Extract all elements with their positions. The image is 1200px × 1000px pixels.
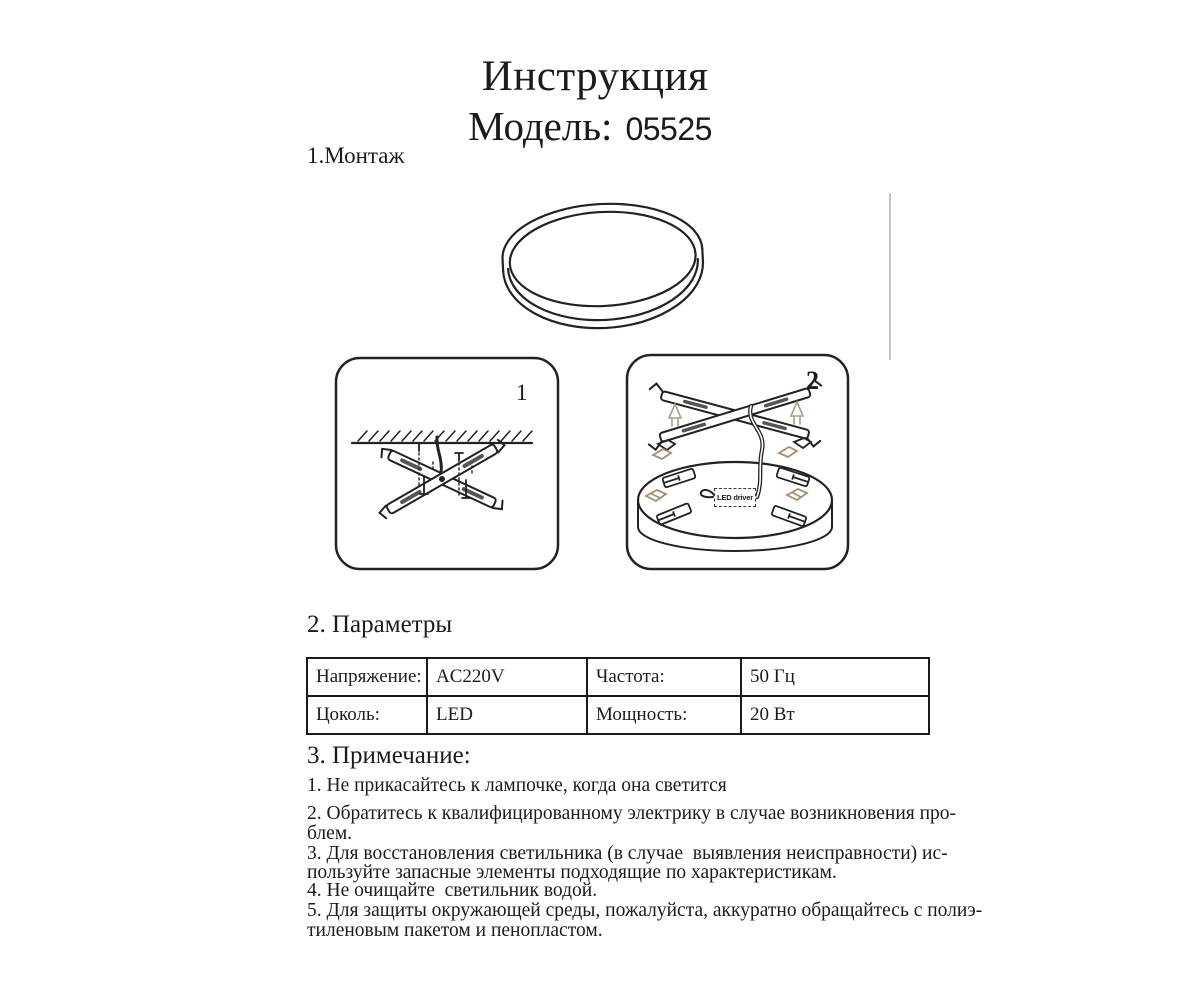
note-line: 1. Не прикасайтесь к лампочке, когда она светится [307, 775, 727, 796]
note-line: пользуйте запасные элементы подходящие по характеристикам. [307, 862, 837, 883]
page-title: Инструкция [481, 53, 709, 100]
param-value-cell: 50 Гц [741, 658, 929, 696]
note-line: 5. Для защиты окружающей среды, пожалуйста, аккуратно обращайтесь с полиэ- [307, 900, 983, 921]
params-table [306, 657, 930, 735]
ceiling-lamp-drawing [500, 199, 706, 333]
param-value-cell: LED [427, 696, 587, 734]
model-line [0, 102, 1180, 150]
section-heading-notes: 3. Примечание: [307, 742, 471, 769]
table-row [307, 696, 929, 734]
note-line: 4. Не очищайте светильник водой. [307, 880, 598, 901]
section-heading-mount: 1.Монтаж [307, 143, 405, 168]
section-heading-params: 2. Параметры [307, 611, 453, 638]
note-line: тиленовым пакетом и пенопластом. [307, 920, 603, 941]
param-name-cell: Напряжение: [307, 658, 427, 696]
model-label: Модель: [468, 103, 613, 149]
model-number: 05525 [625, 111, 712, 147]
mount-bracket [378, 438, 507, 519]
param-value-cell: 20 Вт [741, 696, 929, 734]
param-value-cell: AC220V [427, 658, 587, 696]
table-row [307, 658, 929, 696]
ceiling-hatch [358, 431, 532, 441]
note-line: 2. Обратитесь к квалифицированному электрику в случае возникновения про- [307, 803, 957, 824]
note-line: блем. [307, 823, 353, 844]
step1-number: 1 [516, 380, 528, 405]
param-name-cell: Мощность: [587, 696, 741, 734]
step2-number: 2 [806, 366, 819, 395]
note-line: 3. Для восстановления светильника (в случае выявления неисправности) ис- [307, 843, 948, 864]
param-name-cell: Цоколь: [307, 696, 427, 734]
param-name-cell: Частота: [587, 658, 741, 696]
led-driver-label: LED driver [714, 488, 756, 507]
